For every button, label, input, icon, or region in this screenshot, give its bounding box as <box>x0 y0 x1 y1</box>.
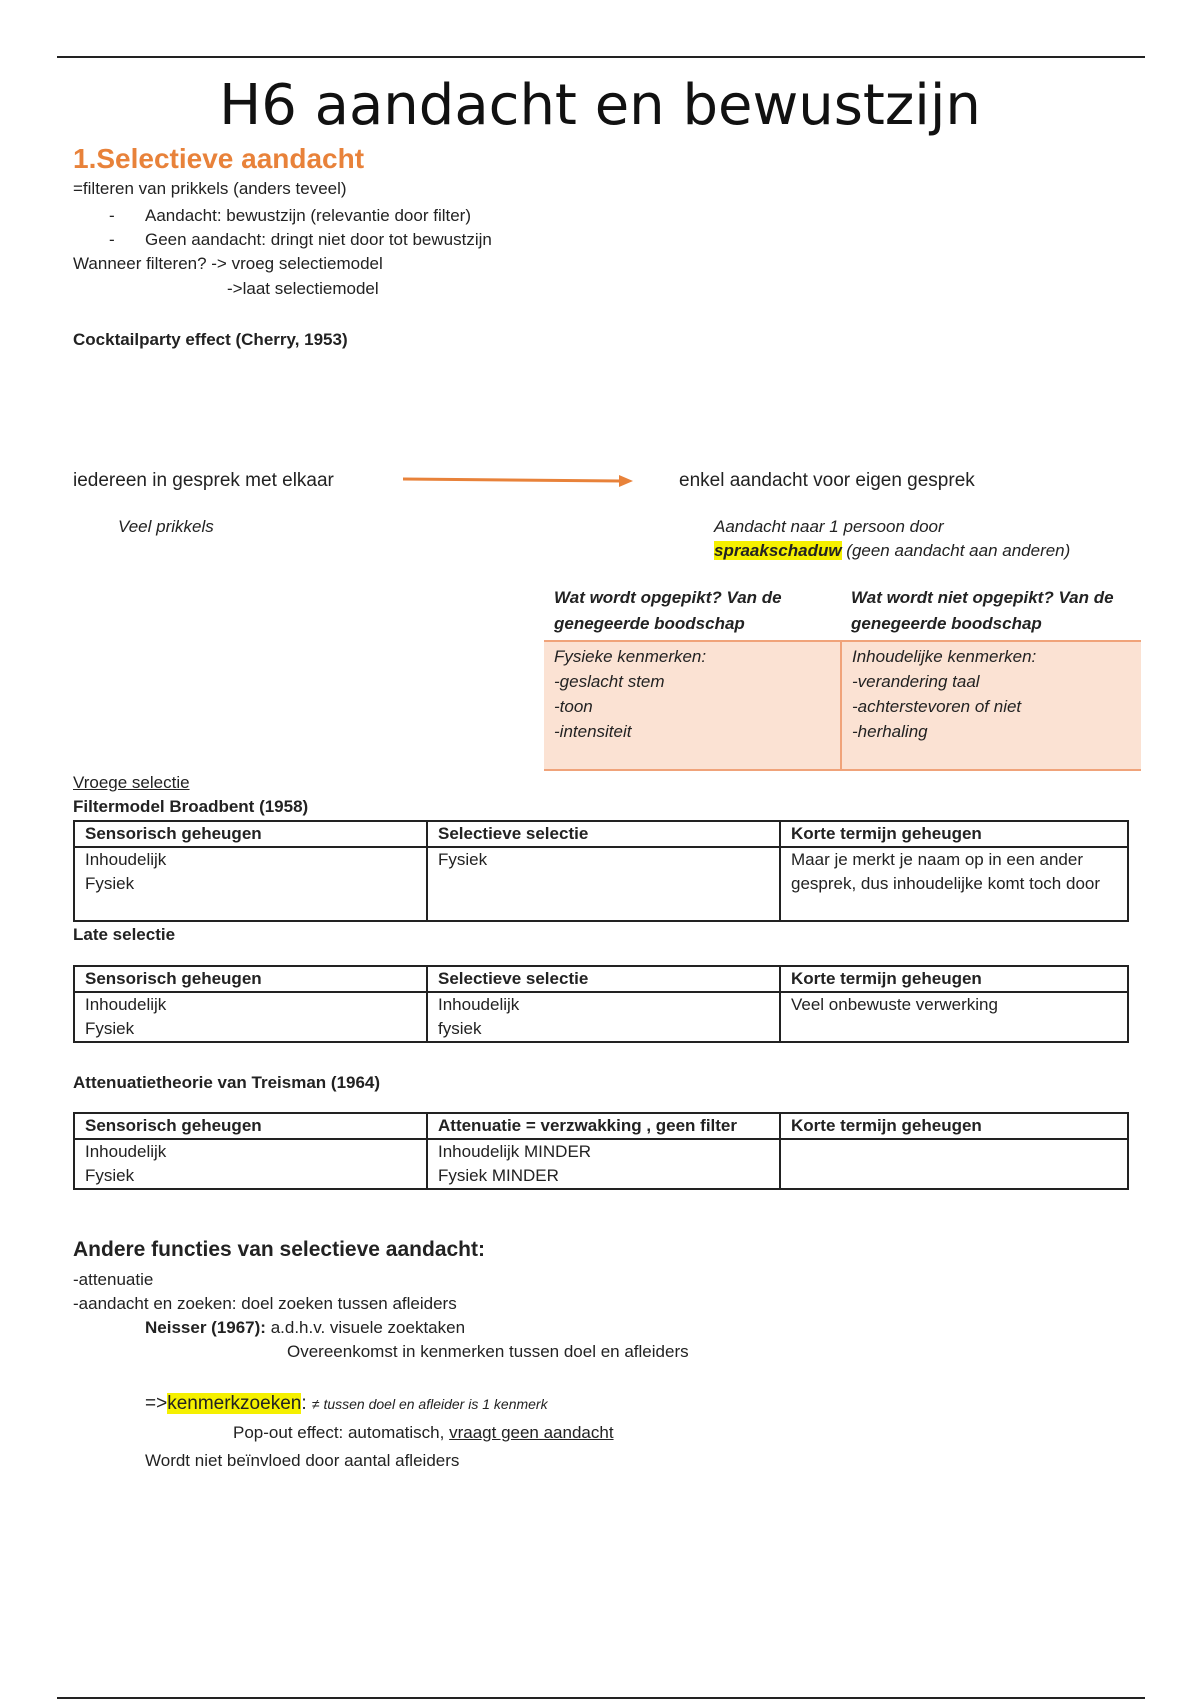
bottom-rule <box>57 1697 1145 1699</box>
popout-prefix: Pop-out effect: automatisch, <box>233 1423 450 1442</box>
cocktail-right-sub2-rest: (geen aandacht aan anderen) <box>841 541 1071 560</box>
kenmerkzoeken-line <box>145 1392 548 1416</box>
cocktail-left-label: iedereen in gesprek met elkaar <box>73 470 334 491</box>
table-header: Selectieve selectie <box>427 821 780 847</box>
table-header: Korte termijn geheugen <box>780 1113 1128 1139</box>
cocktail-right-sub1: Aandacht naar 1 persoon door <box>714 517 944 536</box>
cell-line: Fysiek <box>438 850 488 869</box>
table-cell <box>780 1139 1128 1189</box>
definition-text: =filteren van prikkels (anders teveel) <box>73 179 347 198</box>
when-filter-text: Wanneer filteren? -> vroeg selectiemodel <box>73 254 383 273</box>
arrow-prefix: => <box>145 1393 168 1414</box>
cell-line: Fysiek <box>85 1019 135 1038</box>
list-item: -verandering taal <box>852 672 980 691</box>
cocktail-heading: Cocktailparty effect (Cherry, 1953) <box>73 330 348 349</box>
kenmerkzoeken-highlight: kenmerkzoeken <box>167 1393 302 1414</box>
table-header: Wat wordt opgepikt? Van de genegeerde boodschap <box>544 583 841 641</box>
cell-line: Fysiek MINDER <box>438 1166 559 1185</box>
right-arrow-icon <box>403 469 633 491</box>
section-heading: 1.Selectieve aandacht <box>73 143 365 174</box>
table-header: Attenuatie = verzwakking , geen filter <box>427 1113 780 1139</box>
cell-line: Inhoudelijk <box>85 850 167 869</box>
table-header: Sensorisch geheugen <box>74 1113 427 1139</box>
cocktail-right-sub2 <box>714 539 1070 563</box>
table-cell <box>74 1139 427 1189</box>
cell-line: Veel onbewuste verwerking <box>791 995 998 1014</box>
table-header: Korte termijn geheugen <box>780 966 1128 992</box>
list-item: -achterstevoren of niet <box>852 697 1022 716</box>
bullet-item-2: Geen aandacht: dringt niet door tot bewustzijn <box>145 230 492 249</box>
table-cell <box>74 847 427 921</box>
list-item: Fysieke kenmerken: <box>554 647 707 666</box>
broadbent-table <box>73 820 1129 922</box>
neisser-bold: Neisser (1967): <box>145 1318 266 1337</box>
table-header: Korte termijn geheugen <box>780 821 1128 847</box>
list-item: -intensiteit <box>554 722 632 741</box>
kenmerk-colon: : <box>301 1393 307 1414</box>
cell-line: Maar je merkt je naam op in een ander gesprek, dus inhoudelijke komt toch door <box>791 850 1101 893</box>
table-header: Sensorisch geheugen <box>74 821 427 847</box>
cell-line: Fysiek <box>85 1166 135 1185</box>
ignored-message-table <box>544 583 1141 771</box>
table-cell <box>427 992 780 1042</box>
late-selection-table <box>73 965 1129 1043</box>
kenmerk-note: ≠ tussen doel en afleider is 1 kenmerk <box>311 1396 548 1412</box>
table-cell <box>74 992 427 1042</box>
table-header: Wat wordt niet opgepikt? Van de genegeerde boodschap <box>841 583 1141 641</box>
cocktail-right-label: enkel aandacht voor eigen gesprek <box>679 470 975 491</box>
table-cell <box>780 847 1128 921</box>
cell-line: Fysiek <box>85 874 135 893</box>
cell-line: fysiek <box>438 1019 482 1038</box>
bullet-item-1: Aandacht: bewustzijn (relevantie door filter) <box>145 206 471 225</box>
table-header: Selectieve selectie <box>427 966 780 992</box>
late-selection-heading: Late selectie <box>73 925 176 944</box>
other-functions-heading: Andere functies van selectieve aandacht: <box>73 1238 485 1261</box>
neisser-line <box>145 1316 465 1340</box>
table-header: Sensorisch geheugen <box>74 966 427 992</box>
table-cell <box>780 992 1128 1042</box>
cell-line: Inhoudelijk <box>85 1142 167 1161</box>
table-cell <box>544 641 841 770</box>
list-item: -toon <box>554 697 593 716</box>
list-item: Inhoudelijke kenmerken: <box>852 647 1037 666</box>
early-selection-label: Vroege selectie <box>73 773 190 792</box>
broadbent-heading: Filtermodel Broadbent (1958) <box>73 797 309 816</box>
popout-underlined: vraagt geen aandacht <box>449 1423 614 1442</box>
list-item: -geslacht stem <box>554 672 665 691</box>
bullet-dash-1: - <box>109 206 115 225</box>
overeenkomst-line: Overeenkomst in kenmerken tussen doel en afleiders <box>287 1342 689 1361</box>
cell-line: Inhoudelijk MINDER <box>438 1142 592 1161</box>
top-rule <box>57 56 1145 58</box>
table-cell <box>427 1139 780 1189</box>
cell-line: Inhoudelijk <box>85 995 167 1014</box>
bullet-dash-2: - <box>109 230 115 249</box>
neisser-rest: a.d.h.v. visuele zoektaken <box>265 1318 466 1337</box>
cell-line: Inhoudelijk <box>438 995 520 1014</box>
table-cell <box>841 641 1141 770</box>
other-line-1: -attenuatie <box>73 1270 154 1289</box>
spraakschaduw-highlight: spraakschaduw <box>714 541 842 560</box>
other-line-2: -aandacht en zoeken: doel zoeken tussen afleiders <box>73 1294 457 1313</box>
list-item: -herhaling <box>852 722 928 741</box>
late-model-text: ->laat selectiemodel <box>227 279 379 298</box>
treisman-table <box>73 1112 1129 1190</box>
treisman-heading: Attenuatietheorie van Treisman (1964) <box>73 1073 381 1092</box>
popout-line <box>233 1421 614 1445</box>
page-title: H6 aandacht en bewustzijn <box>219 73 981 138</box>
last-line: Wordt niet beïnvloed door aantal afleiders <box>145 1451 460 1470</box>
cocktail-left-sub: Veel prikkels <box>118 517 214 536</box>
table-cell <box>427 847 780 921</box>
